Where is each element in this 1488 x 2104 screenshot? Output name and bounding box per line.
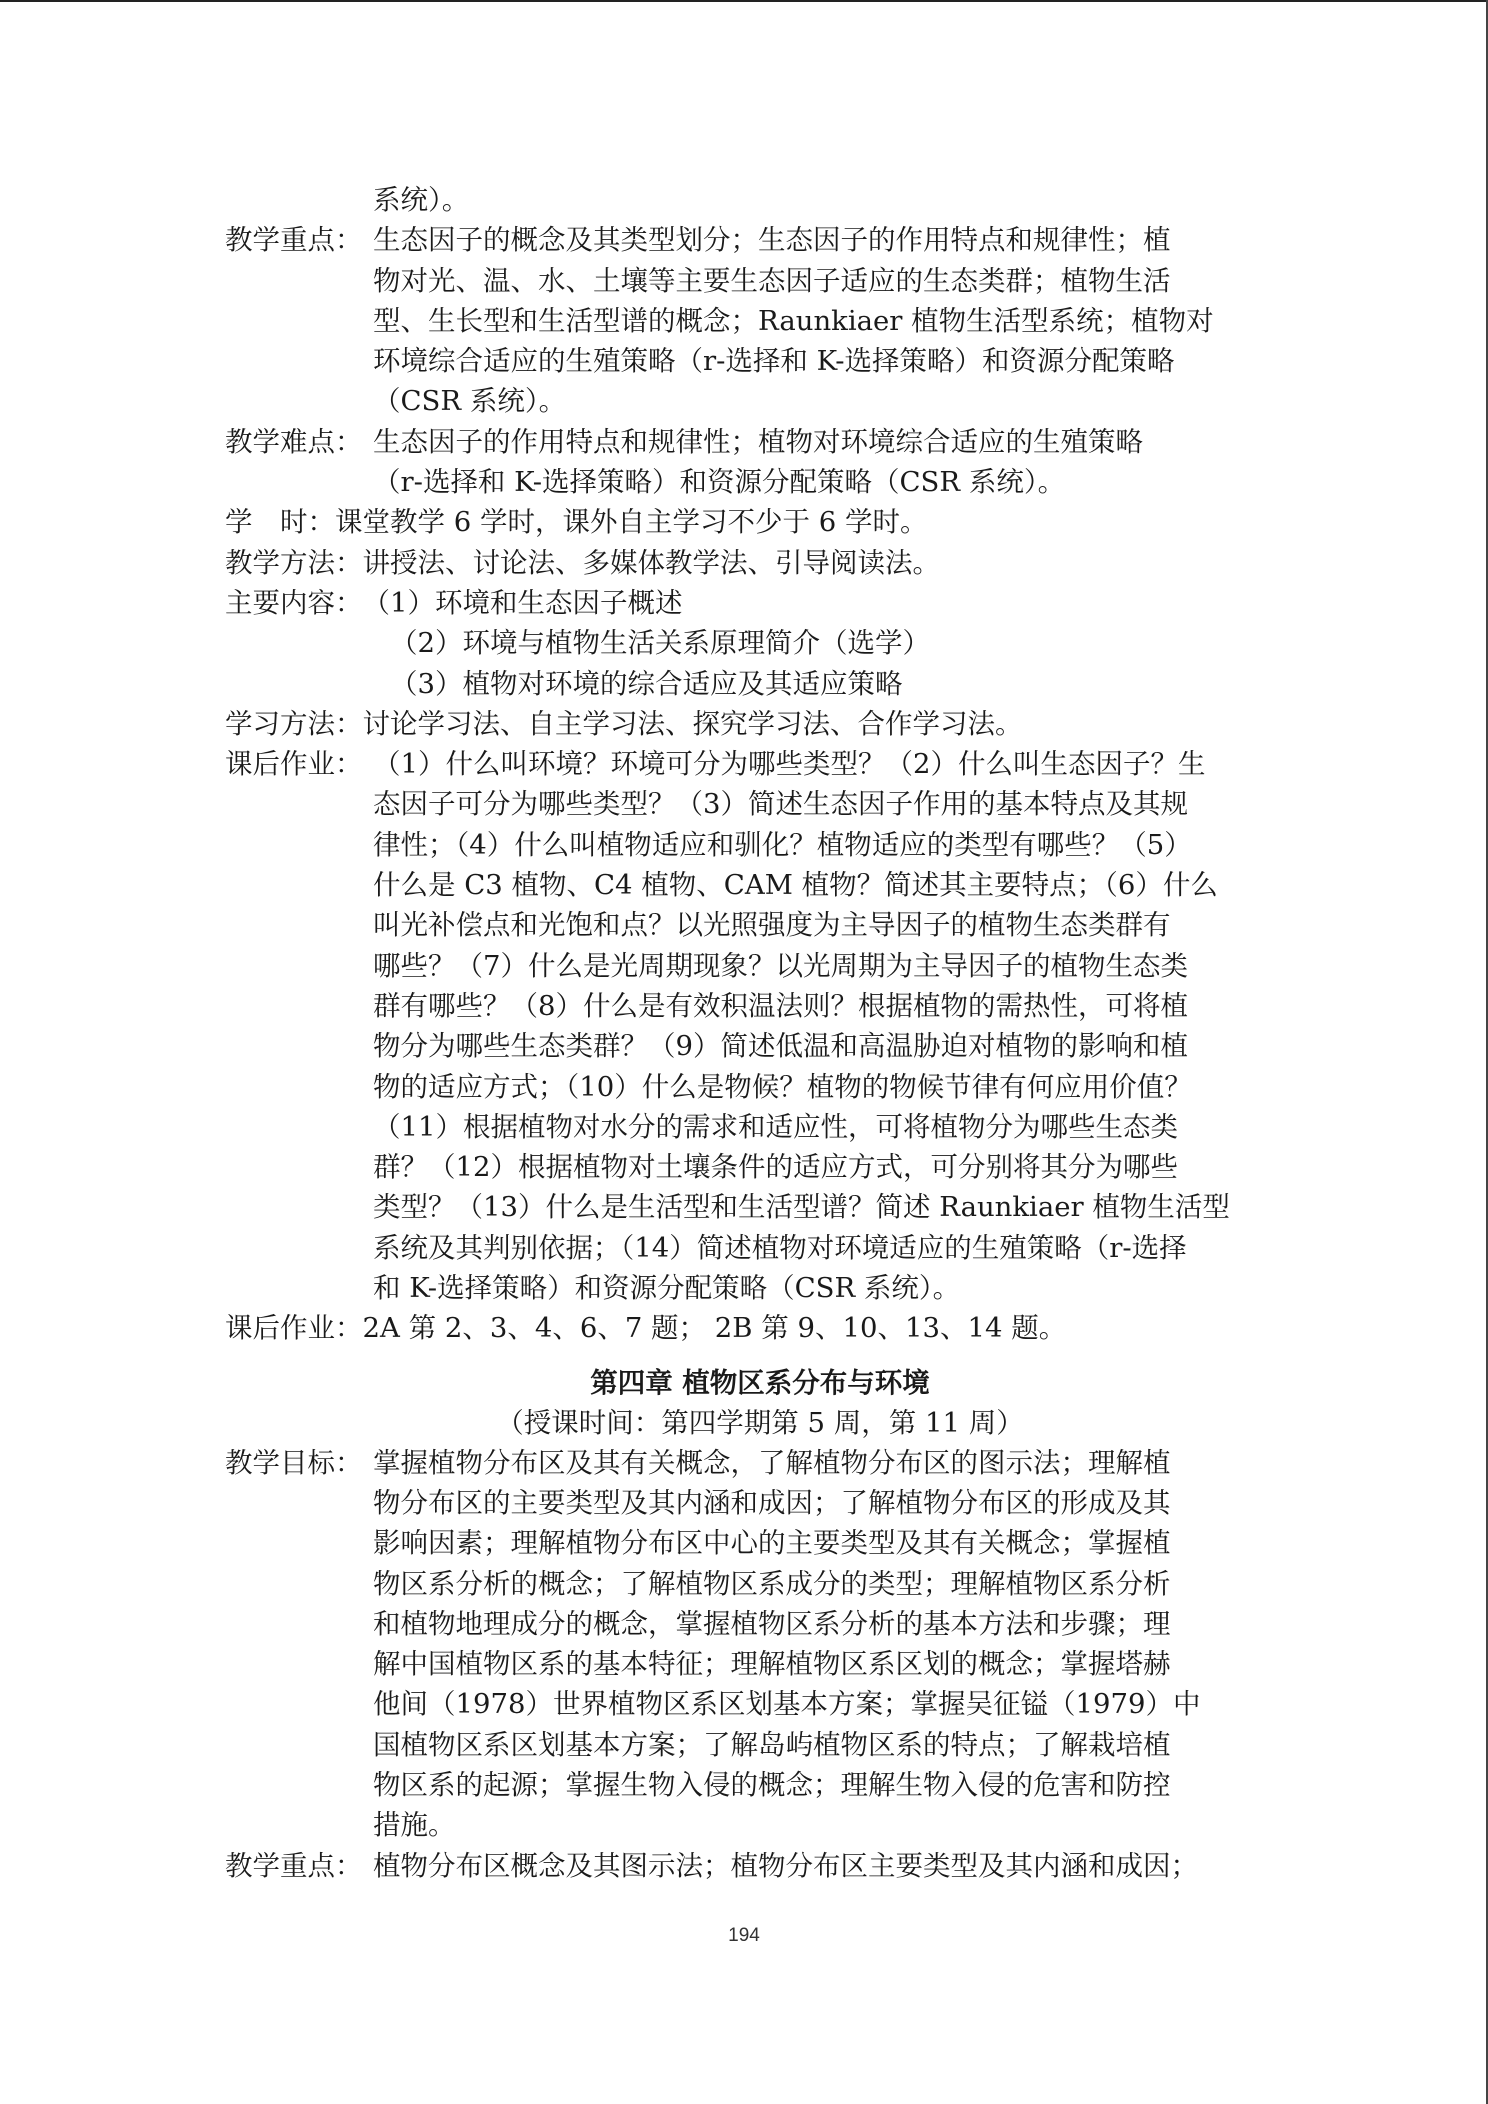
text-line: 植物分布区概念及其图示法；植物分布区主要类型及其内涵和成因；: [373, 1849, 1198, 1882]
text-line: 他间（1978）世界植物区系区划基本方案；掌握吴征镒（1979）中: [373, 1688, 1201, 1721]
text-line: 律性；（4）什么叫植物适应和驯化？植物适应的类型有哪些？（5）: [373, 828, 1192, 861]
ch3-hours: [225, 502, 1265, 542]
text-line: 叫光补偿点和光饱和点？以光照强度为主导因子的植物生态类群有: [373, 909, 1171, 942]
text-line: 掌握植物分布区及其有关概念，了解植物分布区的图示法；理解植: [373, 1446, 1171, 1479]
text-line: 物区系的起源；掌握生物入侵的概念；理解生物入侵的危害和防控: [373, 1768, 1171, 1801]
text-line: 和 K-选择策略）和资源分配策略（CSR 系统）。: [373, 1272, 961, 1305]
text-line: 影响因素；理解植物分布区中心的主要类型及其有关概念；掌握植: [373, 1527, 1171, 1560]
text-line: 系统及其判别依据；（14）简述植物对环境适应的生殖策略（r-选择: [373, 1231, 1187, 1264]
ch3-difficulties-label: 教学难点：: [225, 425, 363, 458]
list-item: （3）植物对环境的综合适应及其适应策略: [390, 667, 903, 700]
text-line: 态因子可分为哪些类型？（3）简述生态因子作用的基本特点及其规: [373, 788, 1188, 821]
list-item: （2）环境与植物生活关系原理简介（选学）: [390, 627, 930, 660]
ch3-learning: [225, 704, 1265, 744]
page-number: 194: [728, 1925, 760, 1946]
document-body: [225, 180, 1265, 1886]
ch3-homework-questions: [225, 744, 1265, 1308]
ch3-hours-text: 课堂教学 6 学时，课外自主学习不少于 6 学时。: [335, 506, 928, 539]
ch3-difficulties: [225, 422, 1265, 503]
text-line: 和植物地理成分的概念，掌握植物区系分析的基本方法和步骤；理: [373, 1607, 1171, 1640]
text-line: 型、生长型和生活型谱的概念；Raunkiaer 植物生活型系统；植物对: [373, 304, 1214, 337]
text-line: 物分为哪些生态类群？（9）简述低温和高温胁迫对植物的影响和植: [373, 1030, 1188, 1063]
text-line: 生态因子的概念及其类型划分；生态因子的作用特点和规律性；植: [373, 224, 1171, 257]
text-line: （1）什么叫环境？环境可分为哪些类型？（2）什么叫生态因子？生: [373, 748, 1206, 781]
text-line: 群有哪些？（8）什么是有效积温法则？根据植物的需热性，可将植: [373, 989, 1188, 1022]
chapter-schedule: （授课时间：第四学期第 5 周，第 11 周）: [496, 1406, 1024, 1439]
text-line: 措施。: [373, 1809, 456, 1842]
text-line: 解中国植物区系的基本特征；理解植物区系区划的概念；掌握塔赫: [373, 1648, 1171, 1681]
list-item: （1）环境和生态因子概述: [362, 586, 683, 619]
ch3-learning-text: 讨论学习法、自主学习法、探究学习法、合作学习法。: [362, 707, 1023, 740]
text-line: 物分布区的主要类型及其内涵和成因；了解植物分布区的形成及其: [373, 1486, 1171, 1519]
text-line: 群？（12）根据植物对土壤条件的适应方式，可分别将其分为哪些: [373, 1151, 1178, 1184]
text-line: 类型？（13）什么是生活型和生活型谱？简述 Raunkiaer 植物生活型: [373, 1191, 1230, 1224]
text-line: （r-选择和 K-选择策略）和资源分配策略（CSR 系统）。: [373, 466, 1066, 499]
ch3-methods-label: 教学方法：: [225, 546, 363, 579]
chapter-title: 第四章 植物区系分布与环境: [590, 1366, 930, 1399]
text-line: 物对光、温、水、土壤等主要生态因子适应的生态类群；植物生活: [373, 264, 1171, 297]
page-top-border: [0, 0, 1488, 2]
ch3-homework-exercises: [225, 1308, 1265, 1348]
ch3-key-points-label: 教学重点：: [225, 224, 363, 257]
text-line: 哪些？（7）什么是光周期现象？以光周期为主导因子的植物生态类: [373, 949, 1188, 982]
ch3-homework-label: 课后作业：: [225, 748, 363, 781]
text-line: （11）根据植物对水分的需求和适应性，可将植物分为哪些生态类: [373, 1110, 1178, 1143]
text-line: 物的适应方式；（10）什么是物候？植物的物候节律有何应用价值？: [373, 1070, 1192, 1103]
text-line: （CSR 系统）。: [373, 385, 567, 418]
text-line: 环境综合适应的生殖策略（r-选择和 K-选择策略）和资源分配策略: [373, 345, 1175, 378]
ch3-hours-label: 学 时：: [225, 506, 335, 539]
ch4-objectives: [225, 1443, 1265, 1846]
text-line: 物区系分析的概念；了解植物区系成分的类型；理解植物区系分析: [373, 1567, 1171, 1600]
continuation-line: 系统）。: [373, 184, 470, 216]
ch3-methods: [225, 543, 1265, 583]
ch3-key-points: [225, 220, 1265, 421]
ch3-exercises-text: 2A 第 2、3、4、6、7 题； 2B 第 9、10、13、14 题。: [362, 1312, 1067, 1345]
ch3-exercises-label: 课后作业：: [225, 1312, 363, 1345]
ch4-key-points-label: 教学重点：: [225, 1849, 363, 1882]
text-line: 国植物区系区划基本方案；了解岛屿植物区系的特点；了解栽培植: [373, 1728, 1171, 1761]
text-line: 生态因子的作用特点和规律性；植物对环境综合适应的生殖策略: [373, 425, 1143, 458]
ch3-methods-text: 讲授法、讨论法、多媒体教学法、引导阅读法。: [362, 546, 940, 579]
text-line: 什么是 C3 植物、C4 植物、CAM 植物？简述其主要特点；（6）什么: [373, 869, 1218, 902]
ch3-contents-label: 主要内容：: [225, 586, 363, 619]
ch3-contents: [225, 583, 1265, 623]
ch4-key-points: [225, 1846, 1265, 1886]
ch4-objectives-label: 教学目标：: [225, 1446, 363, 1479]
ch3-learning-label: 学习方法：: [225, 707, 363, 740]
